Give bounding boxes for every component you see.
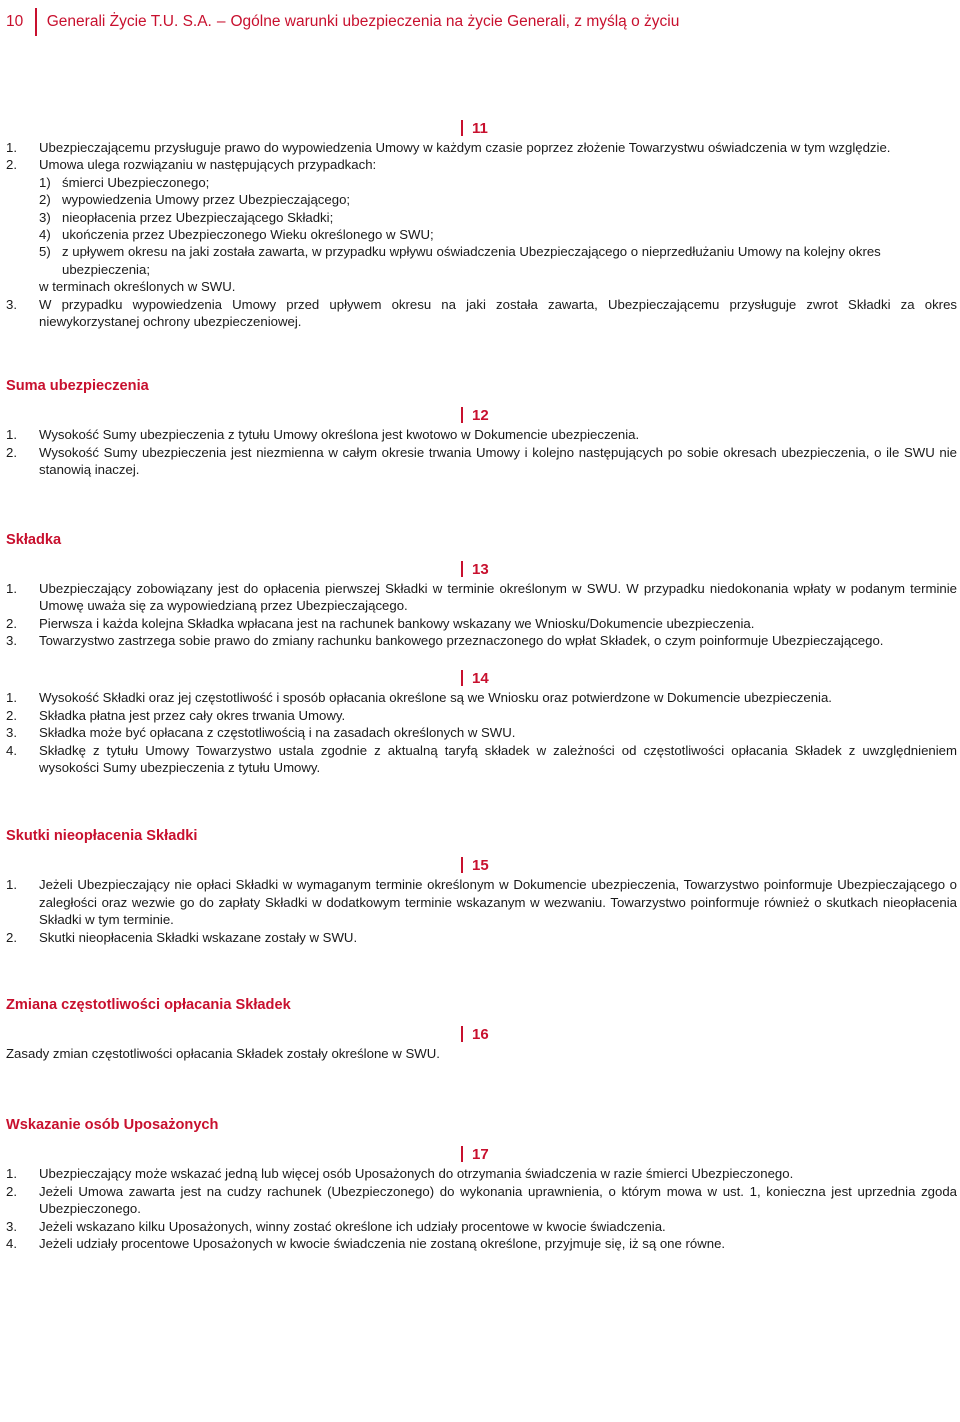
header-divider <box>35 8 37 36</box>
company-name: Generali Życie T.U. S.A. <box>46 13 212 31</box>
sub-item-number: 5) <box>39 244 51 260</box>
paragraph-mark <box>461 120 463 136</box>
item-text: Ubezpieczający zobowiązany jest do opłacenia pierwszej Składki w terminie określonym w SWU. W przypadku niedokonania wpłaty w podanym terminie Umowę uważa się za wypowiedzianą przez Ubezpieczającego. <box>39 580 957 614</box>
paragraph-number: 14 <box>472 670 489 688</box>
item-text: Jeżeli udziały procentowe Uposażonych w kwocie świadczenia nie zostaną określone, przyjmuje się, iż są one równe. <box>39 1236 726 1251</box>
list-item <box>6 580 957 615</box>
item-number: 1. <box>6 140 17 155</box>
list-item <box>6 444 957 479</box>
item-number: 3. <box>6 1218 17 1234</box>
item-text: W przypadku wypowiedzenia Umowy przed upływem okresu na jaki została zawarta, Ubezpieczającemu przysługuje zwrot Składki za okres niewykorzystanej ochrony ubezpieczeniowej. <box>39 296 957 330</box>
item-number: 2. <box>6 929 17 945</box>
item-number: 3. <box>6 296 17 312</box>
item-number: 4. <box>6 742 17 758</box>
item-text: Skutki nieopłacenia Składki wskazane zostały w SWU. <box>39 929 358 945</box>
sub-item-continuation <box>6 278 957 295</box>
list-item <box>6 1218 957 1235</box>
item-number: 2. <box>6 615 17 631</box>
section-title-wskazanie: Wskazanie osób Uposażonych <box>6 1117 219 1134</box>
paragraph-number: 17 <box>472 1146 489 1164</box>
item-number: 1. <box>6 690 17 706</box>
item-number: 1. <box>6 877 17 893</box>
item-number: 4. <box>6 1236 17 1251</box>
sub-item-text: ukończenia przez Ubezpieczonego Wieku określonego w SWU; <box>62 227 434 243</box>
list-item <box>6 1183 957 1218</box>
item-text: Ubezpieczający może wskazać jedną lub więcej osób Uposażonych do otrzymania świadczenia w razie śmierci Ubezpieczonego. <box>39 1166 794 1182</box>
paragraph-marker-15 <box>6 855 957 876</box>
sub-item <box>6 243 957 278</box>
item-number: 3. <box>6 725 17 741</box>
paragraph-mark <box>461 1026 463 1042</box>
item-text: Jeżeli Ubezpieczający nie opłaci Składki w wymaganym terminie określonym w Dokumencie ubezpieczenia, Towarzystwo poinformuje Ubezpieczającego o zaległości oraz wezwie go do zapłaty Składki w dodatkowym terminie wskazanym w wezwaniu. Towarzystwo poinformuje również o skutkach nieopłacenia Składki w tym terminie. <box>39 877 957 928</box>
paragraph-number: 11 <box>472 120 488 137</box>
list-item <box>6 689 957 706</box>
item-number: 2. <box>6 157 17 173</box>
section-title-skutki: Skutki nieopłacenia Składki <box>6 828 198 845</box>
list-item <box>6 707 957 724</box>
item-text: Jeżeli Umowa zawarta jest na cudzy rachunek (Ubezpieczonego) do wykonania uprawnienia, o którym mowa w ust. 1, konieczna jest uprzednia zgoda Ubezpieczonego. <box>39 1183 957 1217</box>
item-text: Jeżeli wskazano kilku Uposażonych, winny zostać określone ich udziały procentowe w kwocie świadczenia. <box>39 1218 666 1234</box>
paragraph-marker-11 <box>6 118 957 139</box>
paragraph-marker-13 <box>6 559 957 580</box>
sub-item-text: w terminach określonych w SWU. <box>39 279 236 295</box>
list-item <box>6 139 957 156</box>
sub-item <box>6 209 957 226</box>
item-number: 1. <box>6 427 17 443</box>
item-text: Składka płatna jest przez cały okres trwania Umowy. <box>39 707 346 723</box>
list-item <box>6 632 957 649</box>
page-number: 10 <box>6 13 24 31</box>
list-item <box>6 742 957 777</box>
sub-item-number: 1) <box>39 174 51 190</box>
list-item <box>6 929 957 946</box>
paragraph-mark <box>461 407 463 423</box>
sub-item <box>6 174 957 191</box>
item-text: Wysokość Składki oraz jej częstotliwość i sposób opłacania określone są we Wniosku oraz potwierdzone w Dokumencie ubezpieczenia. <box>39 690 832 706</box>
list-item <box>6 876 957 928</box>
list-item <box>6 296 957 331</box>
sub-item-text: wypowiedzenia Umowy przez Ubezpieczającego; <box>62 192 351 208</box>
document-body <box>6 118 957 1252</box>
paragraph-text: Zasady zmian częstotliwości opłacania Składek zostały określone w SWU. <box>6 1045 440 1061</box>
item-text: Wysokość Sumy ubezpieczenia z tytułu Umowy określona jest kwotowo w Dokumencie ubezpieczenia. <box>39 427 640 443</box>
section-title-zmiana: Zmiana częstotliwości opłacania Składek <box>6 996 291 1013</box>
paragraph-number: 12 <box>472 407 489 425</box>
item-text: Składkę z tytułu Umowy Towarzystwo ustala zgodnie z aktualną taryfą składek w zależności od częstotliwości opłacania Składek z uwzględnieniem wysokości Sumy ubezpieczenia z tytułu Umowy. <box>39 742 957 775</box>
list-item <box>6 615 957 632</box>
sub-item <box>6 191 957 208</box>
section-title-skladka: Składka <box>6 531 62 548</box>
item-text: Ubezpieczającemu przysługuje prawo do wypowiedzenia Umowy w każdym czasie poprzez złożenie Towarzystwu oświadczenia w tym względzie. <box>39 140 891 155</box>
paragraph-marker-17 <box>6 1144 957 1165</box>
list-item <box>6 1165 957 1182</box>
item-text: Towarzystwo zastrzega sobie prawo do zmiany rachunku bankowego przeznaczonego do wpłat Składek, o czym poinformuje Ubezpieczającego. <box>39 632 884 648</box>
paragraph-mark <box>461 561 463 577</box>
sub-item-number: 4) <box>39 227 51 243</box>
section-title-suma: Suma ubezpieczenia <box>6 378 149 395</box>
item-text: Umowa ulega rozwiązaniu w następujących przypadkach: <box>39 157 377 173</box>
list-item <box>6 724 957 741</box>
list-item <box>6 1235 957 1252</box>
paragraph-marker-16 <box>6 1024 957 1045</box>
item-number: 1. <box>6 1166 17 1182</box>
item-text: Składka może być opłacana z częstotliwością i na zasadach określonych w SWU. <box>39 725 516 741</box>
paragraph-mark <box>461 670 463 686</box>
list-item <box>6 156 957 173</box>
sub-item <box>6 226 957 243</box>
paragraph-marker-12 <box>6 405 957 426</box>
item-text: Wysokość Sumy ubezpieczenia jest niezmienna w całym okresie trwania Umowy i kolejno następujących po sobie okresach ubezpieczenia, o ile SWU nie stanowią inaczej. <box>39 444 957 478</box>
item-number: 2. <box>6 444 17 460</box>
paragraph-number: 13 <box>472 560 489 578</box>
sub-item-text: z upływem okresu na jaki została zawarta, w przypadku wpływu oświadczenia Ubezpieczającego o nieprzedłużaniu Umowy na kolejny okres ubezpieczenia; <box>62 244 881 277</box>
item-number: 3. <box>6 632 17 648</box>
item-number: 2. <box>6 707 17 723</box>
sub-item-number: 3) <box>39 209 51 225</box>
paragraph-number: 16 <box>472 1025 489 1043</box>
list-item <box>6 426 957 443</box>
paragraph-marker-14 <box>6 668 957 689</box>
paragraph-mark <box>461 1146 463 1162</box>
header-dash: – <box>216 13 226 31</box>
sub-item-text: śmierci Ubezpieczonego; <box>62 174 210 190</box>
item-number: 1. <box>6 580 17 596</box>
item-text: Pierwsza i każda kolejna Składka wpłacana jest na rachunek bankowy wskazany we Wniosku/Dokumencie ubezpieczenia. <box>39 615 755 631</box>
page-header <box>6 8 679 36</box>
sub-item-text: nieopłacenia przez Ubezpieczającego Składki; <box>62 209 334 225</box>
sub-item-number: 2) <box>39 192 51 208</box>
paragraph-number: 15 <box>472 857 489 875</box>
document-title: Ogólne warunki ubezpieczenia na życie Generali, z myślą o życiu <box>230 13 680 31</box>
item-number: 2. <box>6 1183 17 1199</box>
paragraph-mark <box>461 857 463 873</box>
